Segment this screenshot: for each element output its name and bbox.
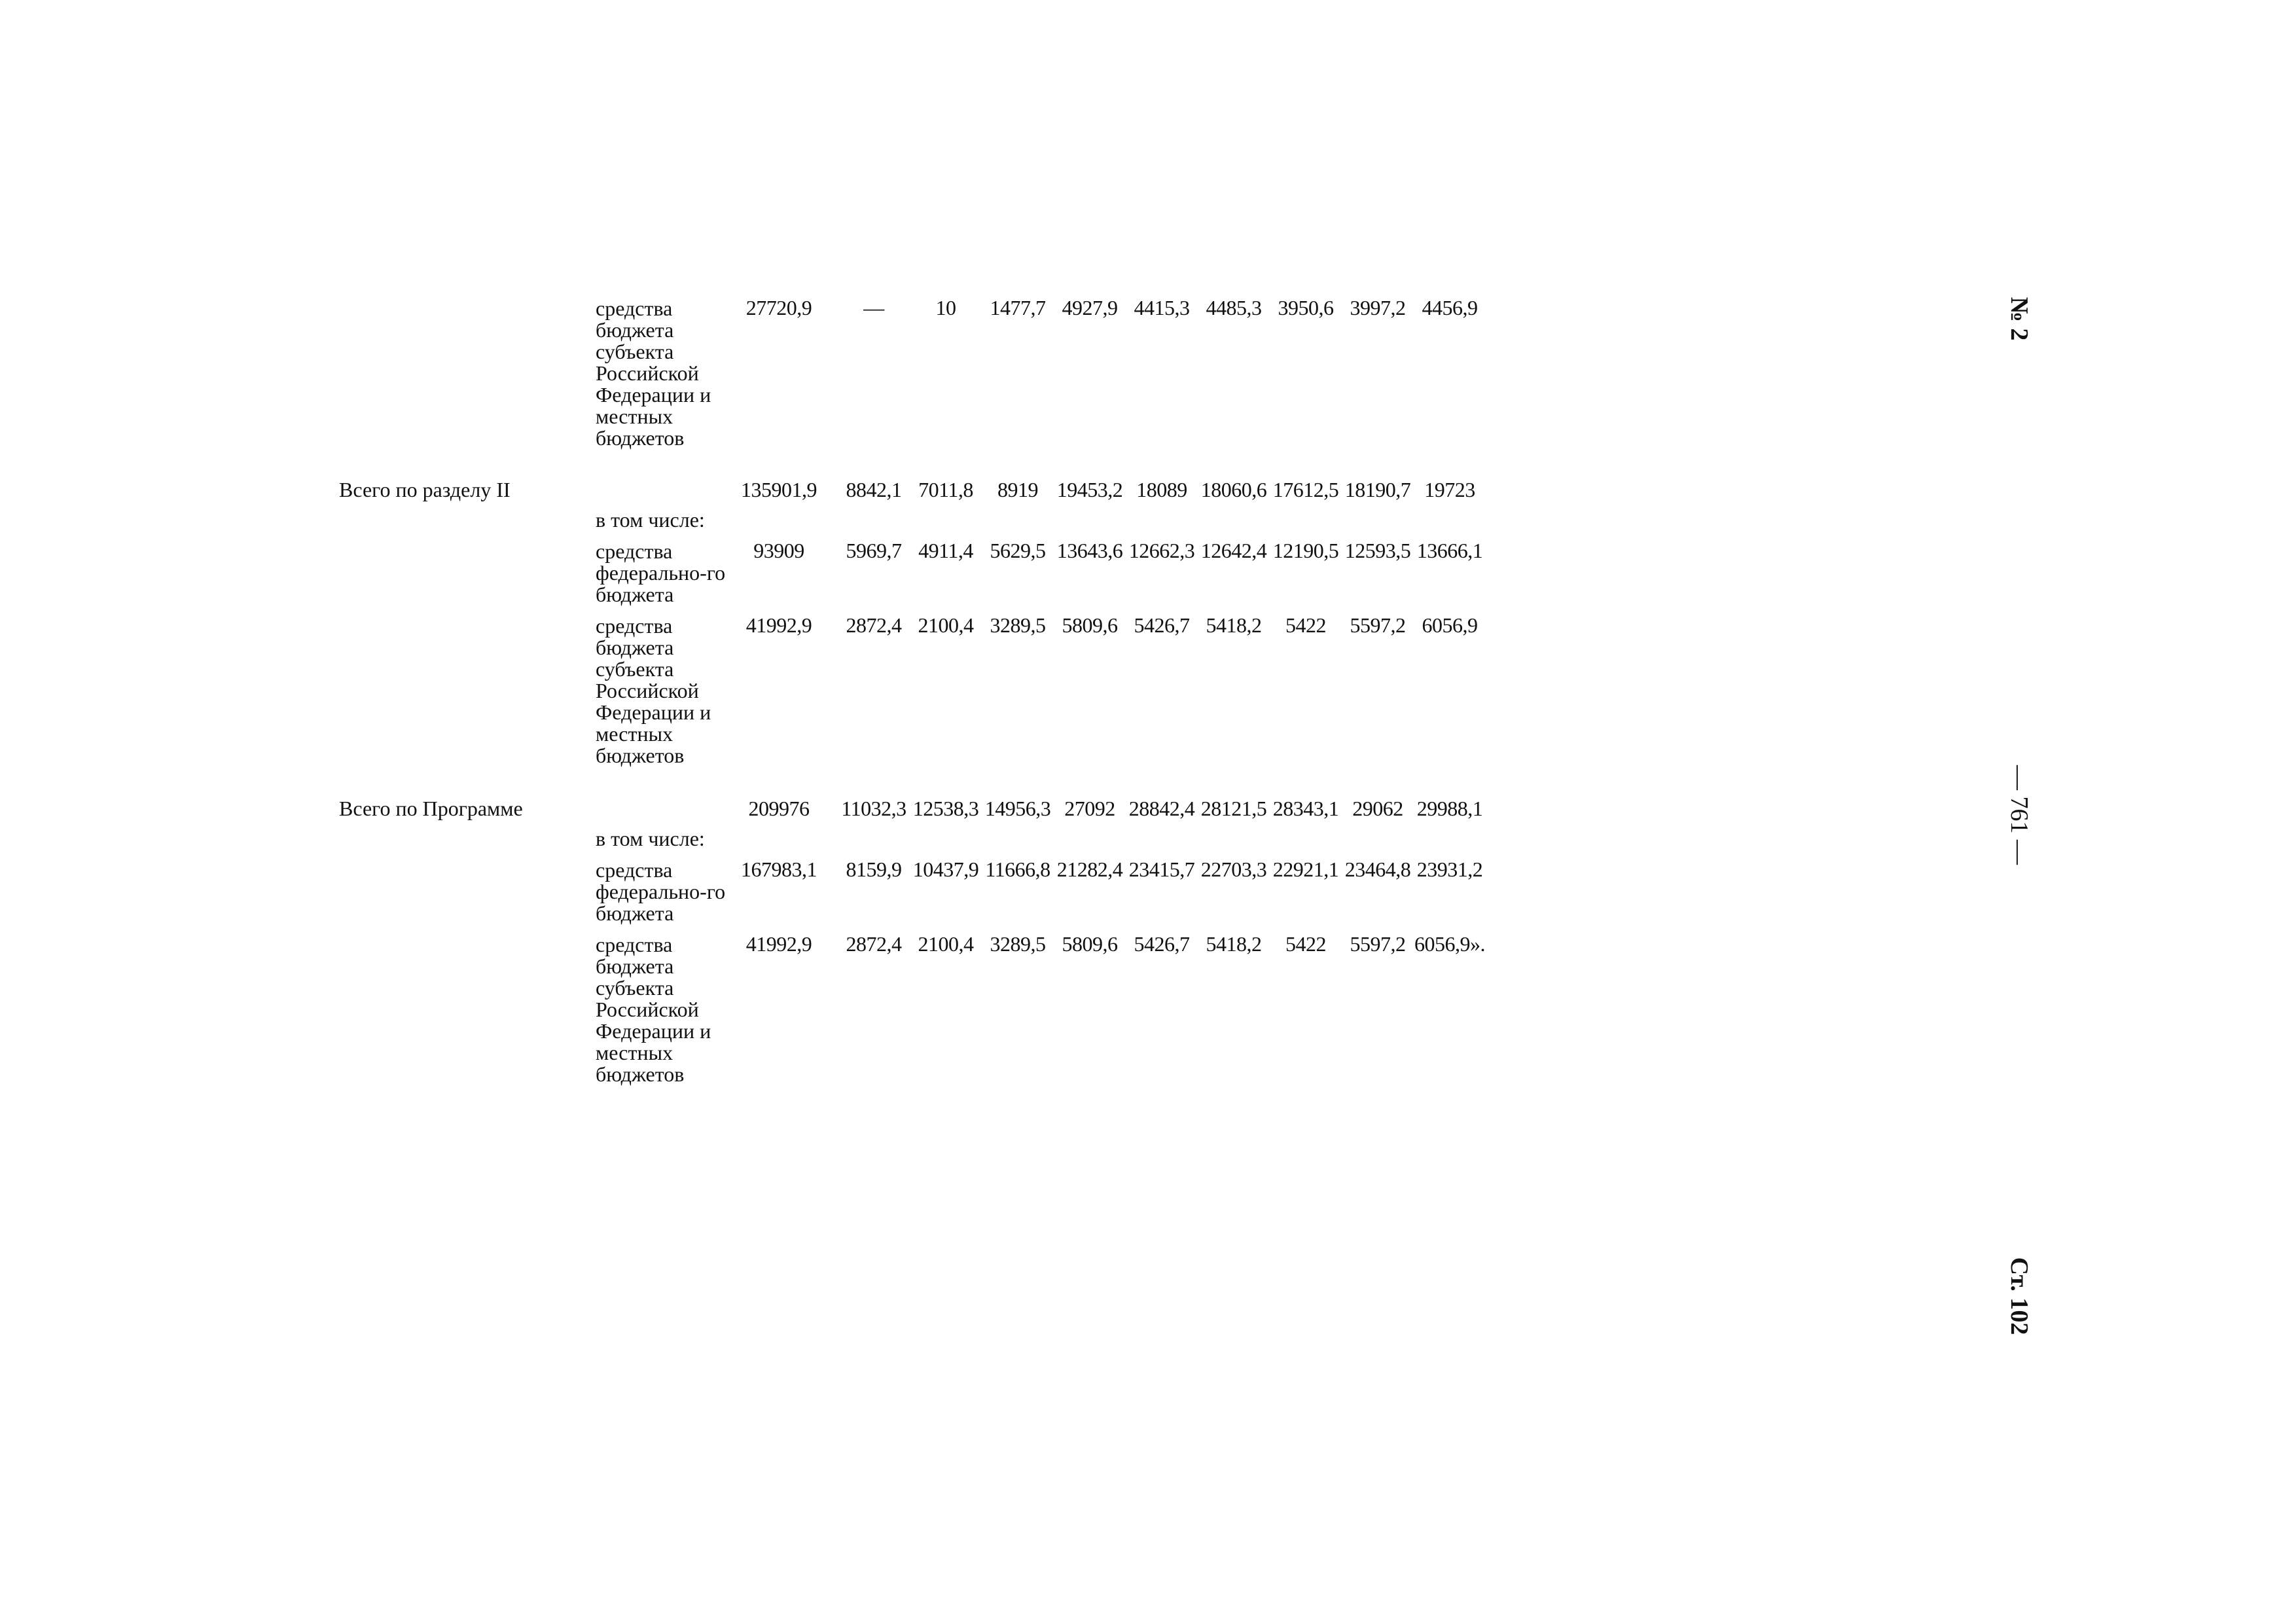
value-cell: 22921,1 xyxy=(1272,857,1339,881)
value-cell: 5418,2 xyxy=(1206,613,1262,637)
value-cell: 11032,3 xyxy=(841,797,906,820)
program-regional-label: средства бюджета субъекта Российской Федерации и местных бюджетов xyxy=(596,933,711,1086)
value-cell: 10437,9 xyxy=(912,857,979,881)
value-cell: 4456,9 xyxy=(1422,296,1478,319)
value-cell: 18089 xyxy=(1136,478,1187,501)
value-cell: 4927,9 xyxy=(1062,296,1118,319)
value-cell: 3289,5 xyxy=(990,613,1046,637)
value-cell: 8159,9 xyxy=(846,857,902,881)
program-federal-label: средства федерально-го бюджета xyxy=(596,858,726,925)
value-cell: 27092 xyxy=(1064,797,1115,820)
value-cell: 29062 xyxy=(1352,797,1403,820)
value-cell: 23464,8 xyxy=(1344,857,1411,881)
value-cell: 28121,5 xyxy=(1200,797,1267,820)
program-including-label: в том числе: xyxy=(596,827,705,850)
value-cell: 3997,2 xyxy=(1350,296,1406,319)
value-cell: 167983,1 xyxy=(741,857,817,881)
value-cell: 5422 xyxy=(1285,932,1326,956)
value-cell: 5629,5 xyxy=(990,539,1046,562)
row-label-regional-top: средства бюджета субъекта Российской Федерации и местных бюджетов xyxy=(596,297,711,450)
value-cell: — xyxy=(863,296,884,319)
value-cell: 12642,4 xyxy=(1200,539,1267,562)
section2-regional-label: средства бюджета субъекта Российской Федерации и местных бюджетов xyxy=(596,614,711,767)
value-cell: 2100,4 xyxy=(918,932,974,956)
value-cell: 93909 xyxy=(753,539,804,562)
value-cell: 6056,9 xyxy=(1422,613,1478,637)
value-cell: 5418,2 xyxy=(1206,932,1262,956)
value-cell: 18190,7 xyxy=(1344,478,1411,501)
value-cell: 27720,9 xyxy=(745,296,812,319)
issue-number-label: № 2 xyxy=(2005,297,2033,341)
value-cell: 4911,4 xyxy=(918,539,973,562)
value-cell: 1477,7 xyxy=(990,296,1046,319)
page-number-label: — 761 — xyxy=(2005,765,2033,865)
value-cell: 7011,8 xyxy=(918,478,973,501)
value-cell: 5809,6 xyxy=(1062,932,1118,956)
value-cell: 6056,9». xyxy=(1414,932,1485,956)
value-cell: 41992,9 xyxy=(745,932,812,956)
program-total-label: Всего по Программе xyxy=(339,797,523,820)
value-cell: 5426,7 xyxy=(1134,932,1190,956)
value-cell: 19453,2 xyxy=(1056,478,1123,501)
value-cell: 22703,3 xyxy=(1200,857,1267,881)
value-cell: 41992,9 xyxy=(745,613,812,637)
value-cell: 2100,4 xyxy=(918,613,974,637)
value-cell: 13643,6 xyxy=(1056,539,1123,562)
value-cell: 5422 xyxy=(1285,613,1326,637)
value-cell: 28842,4 xyxy=(1128,797,1195,820)
value-cell: 18060,6 xyxy=(1200,478,1267,501)
value-cell: 3950,6 xyxy=(1278,296,1334,319)
value-cell: 11666,8 xyxy=(985,857,1050,881)
value-cell: 2872,4 xyxy=(846,932,902,956)
value-cell: 21282,4 xyxy=(1056,857,1123,881)
value-cell: 3289,5 xyxy=(990,932,1046,956)
value-cell: 23931,2 xyxy=(1416,857,1483,881)
value-cell: 17612,5 xyxy=(1272,478,1339,501)
value-cell: 2872,4 xyxy=(846,613,902,637)
value-cell: 5426,7 xyxy=(1134,613,1190,637)
value-cell: 209976 xyxy=(748,797,810,820)
value-cell: 29988,1 xyxy=(1416,797,1483,820)
value-cell: 14956,3 xyxy=(984,797,1051,820)
article-number-label: Ст. 102 xyxy=(2005,1257,2033,1335)
value-cell: 8842,1 xyxy=(846,478,902,501)
value-cell: 12662,3 xyxy=(1128,539,1195,562)
value-cell: 5597,2 xyxy=(1350,932,1406,956)
value-cell: 135901,9 xyxy=(741,478,817,501)
value-cell: 12538,3 xyxy=(912,797,979,820)
value-cell: 10 xyxy=(935,296,956,319)
value-cell: 19723 xyxy=(1424,478,1475,501)
value-cell: 12190,5 xyxy=(1272,539,1339,562)
value-cell: 28343,1 xyxy=(1272,797,1339,820)
section2-federal-label: средства федерально-го бюджета xyxy=(596,539,726,606)
value-cell: 23415,7 xyxy=(1128,857,1195,881)
value-cell: 5809,6 xyxy=(1062,613,1118,637)
value-cell: 5969,7 xyxy=(846,539,902,562)
value-cell: 13666,1 xyxy=(1416,539,1483,562)
value-cell: 8919 xyxy=(997,478,1038,501)
value-cell: 4485,3 xyxy=(1206,296,1262,319)
value-cell: 12593,5 xyxy=(1344,539,1411,562)
value-cell: 5597,2 xyxy=(1350,613,1406,637)
section2-including-label: в том числе: xyxy=(596,508,705,532)
value-cell: 4415,3 xyxy=(1134,296,1190,319)
section2-total-label: Всего по разделу II xyxy=(339,478,511,501)
